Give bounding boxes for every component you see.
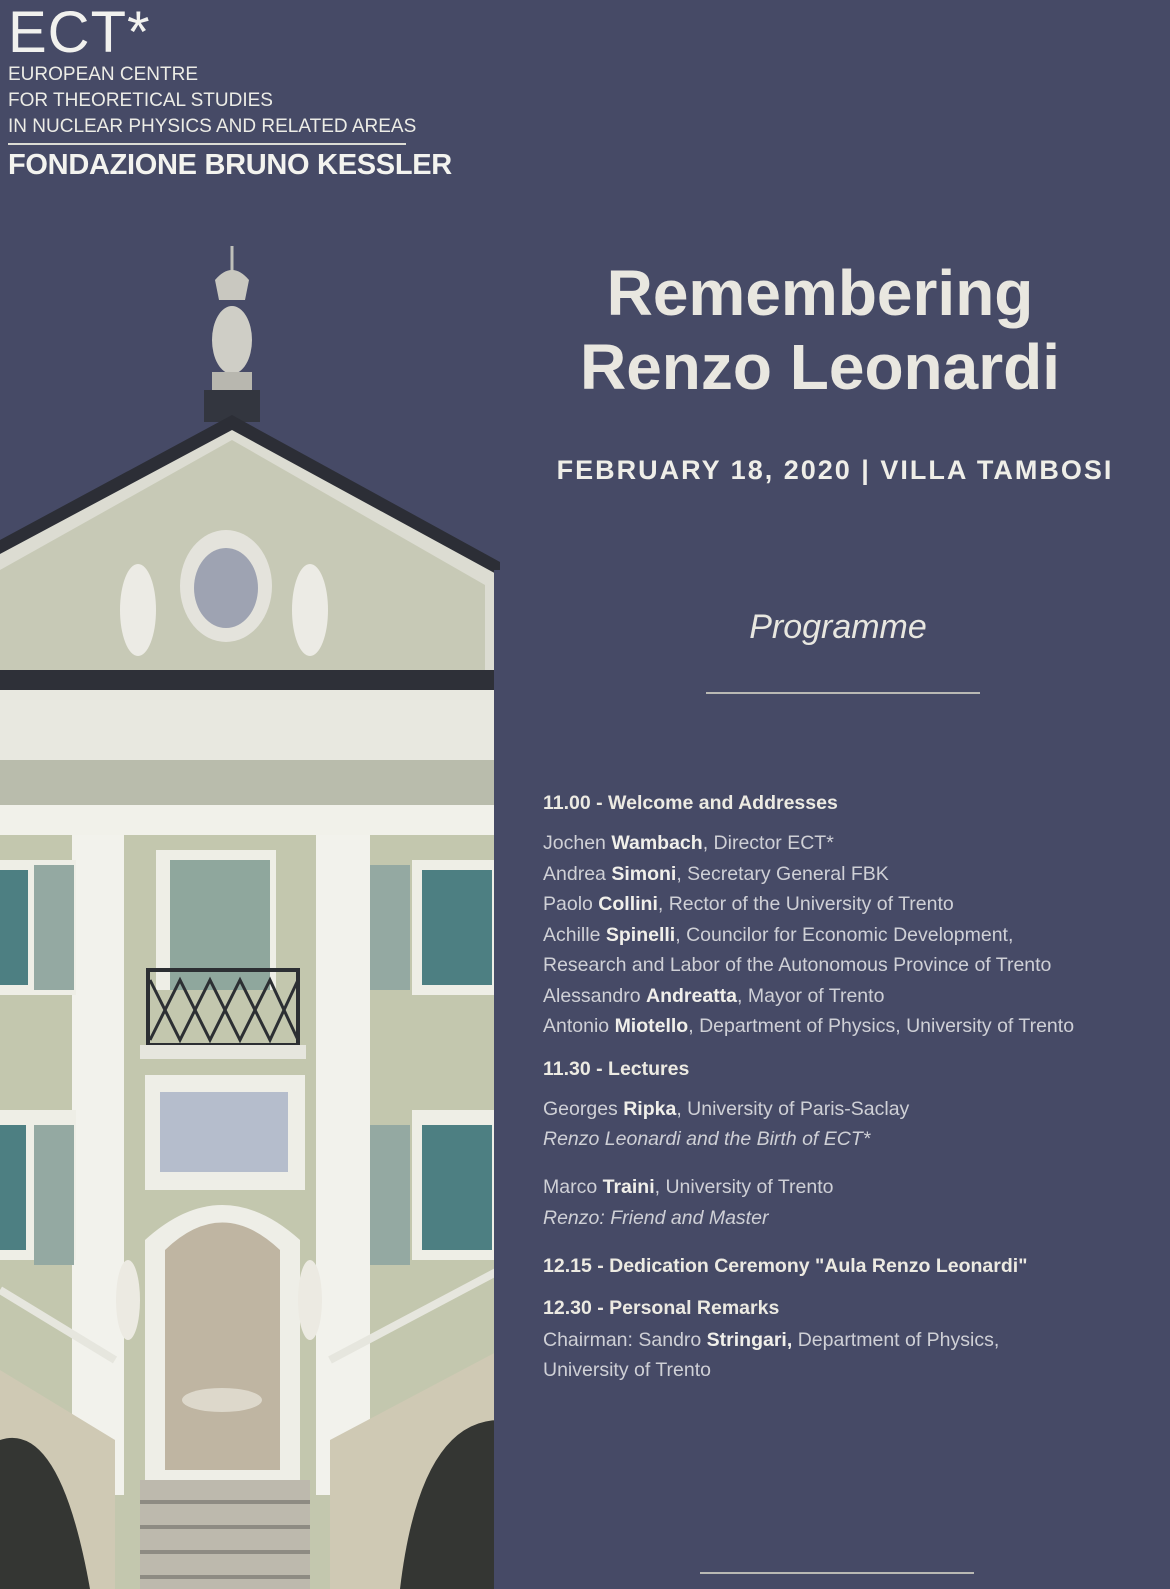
programme-schedule [543, 788, 1163, 1398]
session-heading: 11.30 - Lectures [543, 1057, 690, 1080]
org-line-2: FOR THEORETICAL STUDIES [8, 90, 273, 111]
session-welcome [543, 788, 1163, 1042]
speaker-affiliation: , University of Paris-Saclay [676, 1097, 910, 1120]
speaker-role: , Secretary General FBK [676, 862, 889, 885]
speaker-surname: Collini [598, 893, 658, 915]
title-line-2: Renzo Leonardi [579, 331, 1061, 403]
speaker-line [543, 859, 1163, 890]
speaker-surname: Wambach [611, 832, 703, 854]
speaker-role-continued: Research and Labor of the Autonomous Province of Trento [543, 954, 1052, 976]
org-line-1: EUROPEAN CENTRE [8, 64, 199, 85]
speaker-first-name: Paolo [543, 893, 593, 915]
session-heading: 12.30 - Personal Remarks [543, 1296, 780, 1319]
logo-mark: ECT* [8, 0, 151, 65]
speaker-surname: Spinelli [605, 923, 676, 946]
ect-logo [8, 0, 452, 181]
speaker-line [543, 889, 1163, 920]
speaker-surname: Simoni [611, 862, 677, 885]
speaker-line [543, 981, 1163, 1012]
session-dedication [543, 1251, 1163, 1281]
speaker-first-name: Marco [543, 1176, 598, 1198]
villa-facade-image [0, 240, 500, 1589]
chairman-surname: Stringari, [706, 1328, 793, 1351]
lecture-item [543, 1094, 1163, 1155]
programme-heading: Programme [749, 608, 927, 646]
speaker-line [543, 828, 1163, 859]
lecturer-line [543, 1172, 1163, 1203]
session-heading: 12.15 - Dedication Ceremony "Aula Renzo Leonardi" [543, 1254, 1028, 1277]
chairman-role: Department of Physics, [792, 1328, 1000, 1351]
chairman-role-continued: University of Trento [543, 1359, 711, 1381]
speaker-first-name: Achille [543, 923, 601, 946]
speaker-surname: Miotello [614, 1015, 689, 1037]
lecturer-line [543, 1094, 1163, 1125]
session-remarks [543, 1293, 1163, 1386]
speaker-affiliation: , University of Trento [654, 1176, 834, 1198]
speaker-surname: Ripka [623, 1097, 677, 1120]
speaker-first-name: Antonio [543, 1015, 610, 1037]
speaker-role: , Councilor for Economic Development, [675, 923, 1014, 946]
programme-divider [706, 692, 980, 694]
speaker-first-name: Jochen [543, 832, 606, 854]
footer-divider [700, 1572, 974, 1574]
lecture-title: Renzo: Friend and Master [543, 1206, 769, 1229]
logo-divider [8, 143, 406, 145]
foundation-name: FONDAZIONE BRUNO KESSLER [8, 149, 452, 181]
session-heading: 11.00 - Welcome and Addresses [543, 792, 838, 814]
lecture-item [543, 1172, 1163, 1233]
speaker-role: , Mayor of Trento [737, 984, 885, 1007]
chairman-prefix: Chairman: Sandro [543, 1328, 702, 1351]
speaker-role: , Department of Physics, University of Trento [688, 1015, 1075, 1037]
speaker-first-name: Alessandro [543, 984, 641, 1007]
speaker-role: , Rector of the University of Trento [657, 893, 954, 915]
org-line-3: IN NUCLEAR PHYSICS AND RELATED AREAS [8, 116, 417, 137]
session-lectures [543, 1054, 1163, 1233]
chairman-line [543, 1325, 1163, 1356]
speaker-line [543, 1011, 1163, 1042]
speaker-line [543, 920, 1163, 951]
speaker-role: , Director ECT* [702, 832, 834, 854]
date-venue: FEBRUARY 18, 2020 | VILLA TAMBOSI [556, 455, 1114, 485]
lecture-title: Renzo Leonardi and the Birth of ECT* [543, 1128, 871, 1150]
speaker-surname: Traini [602, 1176, 655, 1198]
speaker-first-name: Andrea [543, 862, 606, 885]
title-line-1: Remembering [606, 257, 1034, 329]
event-title [540, 256, 1100, 404]
speaker-first-name: Georges [543, 1097, 618, 1120]
speaker-surname: Andreatta [645, 984, 738, 1007]
